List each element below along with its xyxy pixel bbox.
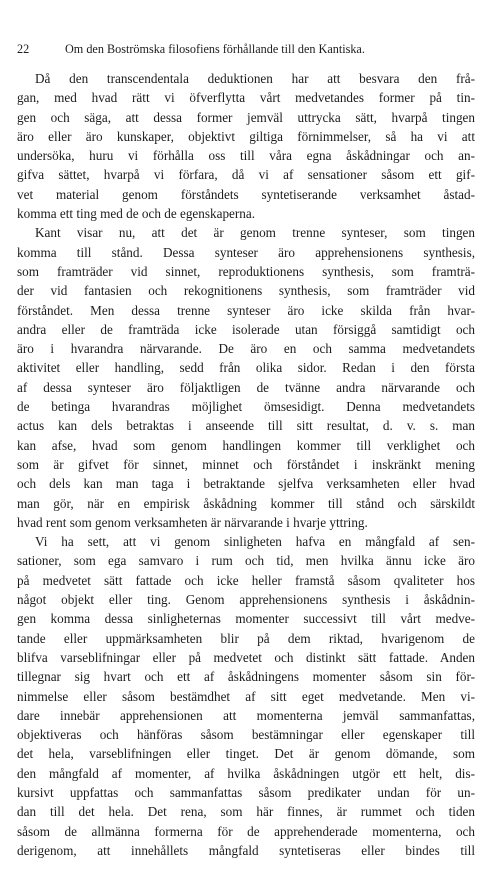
text-line: aktivitet eller handling, sedd från olika sidor. Redan i den första: [17, 360, 475, 376]
text-line: gifva sättet, hvarpå vi förfara, då vi af sensationer såsom ett gif-: [17, 167, 475, 183]
text-line: actus kan dels betraktas i anseende till sitt resultat, d. v. s. man: [17, 418, 475, 434]
text-line: gen komma dessa sinligheternas momenter successivt till vårt medve-: [17, 611, 475, 627]
text-line: kursivt uppfattas och sammanfattas såsom predikater undan för un-: [17, 784, 475, 800]
text-line: äro i hvarandra närvarande. De äro en och samma medvetandets: [17, 341, 475, 357]
page-number: 22: [17, 42, 30, 56]
text-line: dare innebär apprehensionen att momenterna jemväl sammanfattas,: [17, 707, 475, 723]
text-line: som framträder vid sinnet, reproduktionens synthesis, som framträ-: [17, 263, 475, 279]
running-title: Om den Boströmska filosofiens förhållande till den Kantiska.: [65, 42, 365, 56]
text-line: och dels kan man taga i betraktande sjelfva verksamheten eller hvad: [17, 476, 475, 492]
text-line: på medvetet sätt fattade och icke heller framstå såsom qvaliteter hos: [17, 572, 475, 588]
text-line: man gör, när en empirisk åskådning kommer till stånd och särskildt: [17, 495, 475, 511]
text-line: såsom de allmänna formerna för de apprehenderade momenterna, och: [17, 823, 475, 839]
text-line: komma ett ting med de och de egenskaperna.: [17, 206, 256, 222]
text-line: Kant visar nu, att det är genom trenne synteser, som tingen: [35, 225, 475, 241]
text-line: kan afse, hvad som genom handlingen kommer till verklighet och: [17, 437, 475, 453]
text-line: der vid fantasien och rekognitionens synthesis, som framträder vid: [17, 283, 475, 299]
text-line: som är gifvet för sinnet, minnet och förståndet i inskränkt mening: [17, 456, 475, 472]
body-text: [17, 69, 475, 860]
text-line: något objekt eller ting. Genom apprehensionens synthesis i åskådnin-: [17, 592, 475, 608]
text-line: nimmelse eller såsom bestämdhet af sitt eget medvetande. Men vi-: [17, 688, 475, 704]
text-line: gan, med hvad rätt vi öfverflytta vårt medvetandes former på tin-: [17, 90, 475, 106]
text-line: gen och säga, att dessa former jemväl uttrycka sätt, hvarpå tingen: [17, 109, 475, 125]
text-line: blifva varseblifningar eller på medvetet och distinkt sätt fattade. Anden: [17, 649, 475, 665]
text-line: objektiveras och hänföras såsom bestämningar eller egenskaper till: [17, 727, 475, 743]
text-line: förståndet. Men dessa trenne synteser äro icke skilda från hvar-: [17, 302, 475, 318]
text-line: tande eller uppmärksamheten blir på dem riktad, hvarigenom de: [17, 630, 475, 646]
text-line: andra eller de framträda icke isolerade utan försiggå samtidigt och: [17, 321, 475, 337]
text-line: Då den transcendentala deduktionen har att besvara den frå-: [35, 71, 475, 86]
text-line: den mångfald af momenter, af hvilka åskådningen utgör ett helt, dis-: [17, 765, 475, 781]
text-line: undersöka, huru vi förhålla oss till våra egna åskådningar och an-: [17, 148, 475, 164]
text-line: det hela, varseblifningen eller tinget. Det är genom dömande, som: [17, 746, 475, 762]
text-line: tillegnar sig hvart och ett af åskådningens momenter såsom sin för-: [17, 669, 475, 685]
text-line: de betinga hvarandras möjlighet ömsesidigt. Denna medvetandets: [17, 399, 475, 415]
text-line: Vi ha sett, att vi genom sinligheten hafva en mångfald af sen-: [35, 534, 475, 550]
text-line: hvad rent som genom verksamheten är närvarande i hvarje yttring.: [17, 514, 368, 530]
text-line: af dessa synteser äro följaktligen de tvänne andra närvarande och: [17, 379, 475, 395]
text-line: dan till det hela. Det rena, som här finnes, är rummet och tiden: [17, 804, 475, 820]
text-line: komma till stånd. Dessa synteser äro apprehensionens synthesis,: [17, 244, 475, 260]
text-line: vet material genom förståndets syntetiserande verksamhet åstad-: [17, 186, 475, 202]
text-line: sationer, som ega samvaro i rum och tid, men hvilka ännu icke äro: [17, 553, 475, 569]
text-line: äro eller äro kunskaper, objektivt giltiga förnimmelser, så ha vi att: [17, 128, 475, 144]
running-header: [17, 41, 474, 57]
text-line: derigenom, att innehållets mångfald syntetiseras eller bindes till: [17, 842, 475, 858]
